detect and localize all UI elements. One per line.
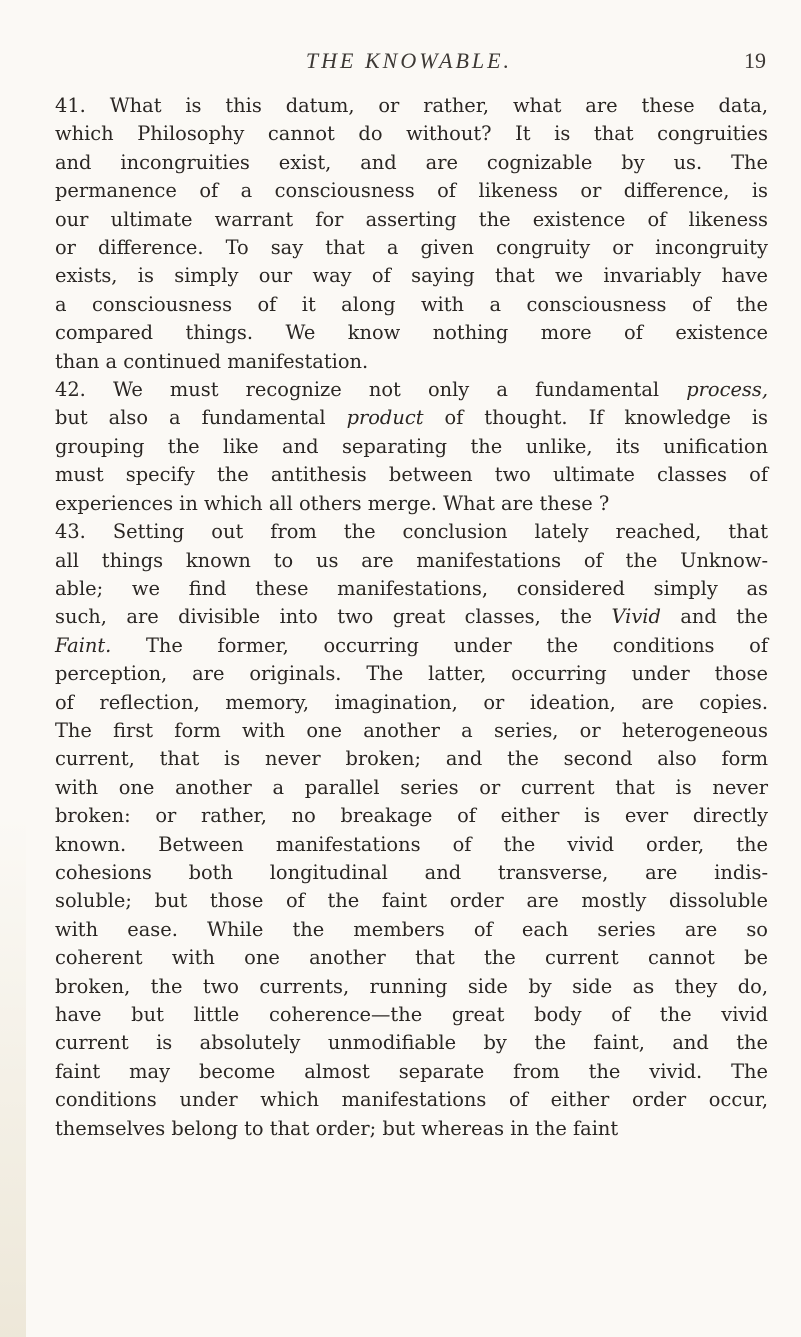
body-text xyxy=(55,92,768,1143)
text-line: but also a fundamental product of thought. If knowledge is xyxy=(55,406,769,430)
text-line: perception, are originals. The latter, occurring under those xyxy=(55,662,768,686)
text-line: faint may become almost separate from the vivid. The xyxy=(55,1059,768,1083)
text-line: The first form with one another a series, or heterogeneous xyxy=(55,718,768,742)
text-line: broken, the two currents, running side by side as they do, xyxy=(55,974,768,998)
text-line: exists, is simply our way of saying that we invariably have xyxy=(55,264,768,288)
italic-term: process, xyxy=(686,378,768,402)
text-line: current is absolutely unmodifiable by the faint, and the xyxy=(55,1031,768,1055)
text-line: than a continued manifestation. xyxy=(55,349,369,373)
text-line: of reflection, memory, imagination, or ideation, are copies. xyxy=(55,690,768,714)
page-number: 19 xyxy=(744,48,766,73)
text-line: with ease. While the members of each series are so xyxy=(55,917,768,941)
text-line: must specify the antithesis between two ultimate classes of xyxy=(55,463,768,487)
italic-term: product xyxy=(346,406,424,430)
text-line: 42. We must recognize not only a fundamental process, xyxy=(55,378,768,402)
text-line: cohesions both longitudinal and transverse, are indis- xyxy=(55,860,768,884)
text-line: 41. What is this datum, or rather, what are these data, xyxy=(55,94,768,117)
text-line: themselves belong to that order; but whereas in the faint xyxy=(55,1116,619,1140)
running-head xyxy=(52,48,766,78)
italic-term: Vivid xyxy=(611,605,661,629)
text-line: known. Between manifestations of the vivid order, the xyxy=(55,832,768,856)
text-line: current, that is never broken; and the second also form xyxy=(55,747,768,771)
text-line: which Philosophy cannot do without? It is that congruities xyxy=(55,122,768,146)
text-line: experiences in which all others merge. What are these ? xyxy=(55,491,610,515)
text-line: have but little coherence—the great body of the vivid xyxy=(55,1003,768,1026)
text-line: a consciousness of it along with a consciousness of the xyxy=(55,292,768,316)
text-line: 43. Setting out from the conclusion lately reached, that xyxy=(55,520,768,544)
text-line: permanence of a consciousness of likeness or difference, is xyxy=(55,179,768,203)
text-line: grouping the like and separating the unlike, its unification xyxy=(55,434,768,458)
text-line: with one another a parallel series or current that is never xyxy=(55,775,768,799)
text-line: and incongruities exist, and are cognizable by us. The xyxy=(55,150,768,174)
text-line: conditions under which manifestations of either order occur, xyxy=(55,1088,768,1112)
italic-term: Faint. xyxy=(55,633,112,657)
text-line: Faint. The former, occurring under the conditions of xyxy=(55,633,768,657)
text-line: soluble; but those of the faint order are mostly dissoluble xyxy=(55,889,768,913)
text-line: such, are divisible into two great classes, the Vivid and the xyxy=(55,605,769,629)
text-line: all things known to us are manifestations of the Unknow- xyxy=(55,548,768,572)
page-edge-shading xyxy=(0,817,26,1337)
text-line: compared things. We know nothing more of existence xyxy=(55,321,768,345)
text-line: able; we find these manifestations, considered simply as xyxy=(55,576,768,600)
text-line: coherent with one another that the current cannot be xyxy=(55,946,768,970)
text-line: our ultimate warrant for asserting the existence of likeness xyxy=(55,207,768,231)
text-line: or difference. To say that a given congruity or incongruity xyxy=(55,236,768,260)
running-title: THE KNOWABLE. xyxy=(305,48,513,73)
text-line: broken: or rather, no breakage of either is ever directly xyxy=(55,804,768,828)
